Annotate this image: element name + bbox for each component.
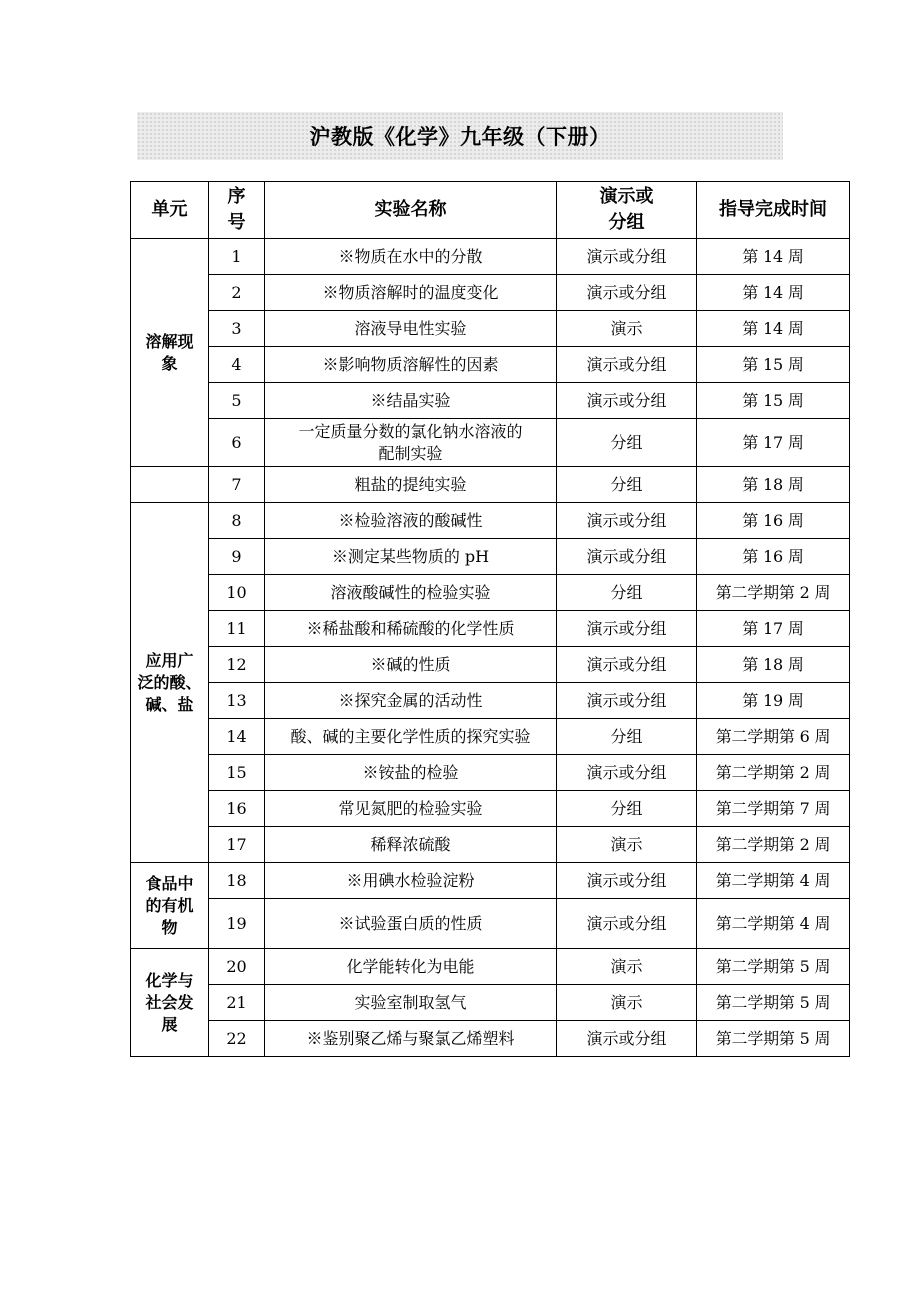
table-row — [131, 899, 850, 949]
time-cell: 第 14 周 — [697, 275, 850, 311]
time-cell: 第二学期第 2 周 — [697, 755, 850, 791]
time-cell: 第二学期第 6 周 — [697, 719, 850, 755]
experiment-name-cell: ※鉴别聚乙烯与聚氯乙烯塑料 — [265, 1021, 557, 1057]
table-row — [131, 539, 850, 575]
time-cell: 第 19 周 — [697, 683, 850, 719]
table-row — [131, 791, 850, 827]
experiment-name-cell: ※稀盐酸和稀硫酸的化学性质 — [265, 611, 557, 647]
time-cell: 第 17 周 — [697, 419, 850, 467]
type-cell: 演示或分组 — [557, 611, 697, 647]
time-cell: 第 15 周 — [697, 383, 850, 419]
seq-cell: 6 — [209, 419, 265, 467]
type-cell: 分组 — [557, 719, 697, 755]
seq-cell: 18 — [209, 863, 265, 899]
time-cell: 第 16 周 — [697, 503, 850, 539]
experiment-name-cell: ※用碘水检验淀粉 — [265, 863, 557, 899]
time-cell: 第 15 周 — [697, 347, 850, 383]
table-row — [131, 239, 850, 275]
type-cell: 演示或分组 — [557, 239, 697, 275]
experiment-name-cell: 溶液酸碱性的检验实验 — [265, 575, 557, 611]
seq-cell: 11 — [209, 611, 265, 647]
seq-cell: 21 — [209, 985, 265, 1021]
title-banner — [137, 112, 783, 160]
unit-label-line: 的有机 — [145, 895, 194, 915]
experiment-name-cell: ※试验蛋白质的性质 — [265, 899, 557, 949]
time-cell: 第二学期第 4 周 — [697, 899, 850, 949]
type-cell: 分组 — [557, 575, 697, 611]
seq-cell: 9 — [209, 539, 265, 575]
seq-cell: 14 — [209, 719, 265, 755]
time-cell: 第 18 周 — [697, 647, 850, 683]
unit-label-line: 泛的酸、 — [137, 672, 202, 692]
type-cell: 演示或分组 — [557, 383, 697, 419]
table-row — [131, 683, 850, 719]
type-cell: 演示 — [557, 827, 697, 863]
unit-label-line: 食品中 — [145, 873, 194, 893]
type-cell: 分组 — [557, 791, 697, 827]
experiment-name-cell: 常见氮肥的检验实验 — [265, 791, 557, 827]
table-row — [131, 647, 850, 683]
experiment-name-cell: ※测定某些物质的 pH — [265, 539, 557, 575]
table-row — [131, 275, 850, 311]
time-cell: 第二学期第 2 周 — [697, 575, 850, 611]
unit-label-line: 社会发 — [145, 992, 194, 1012]
type-cell: 演示或分组 — [557, 275, 697, 311]
experiment-name-cell: ※结晶实验 — [265, 383, 557, 419]
header-type — [557, 182, 697, 239]
time-cell: 第 16 周 — [697, 539, 850, 575]
type-cell: 分组 — [557, 467, 697, 503]
seq-cell: 3 — [209, 311, 265, 347]
table-row — [131, 347, 850, 383]
table-row — [131, 311, 850, 347]
seq-cell: 13 — [209, 683, 265, 719]
table-row — [131, 575, 850, 611]
type-cell: 分组 — [557, 419, 697, 467]
table-row — [131, 827, 850, 863]
seq-cell: 22 — [209, 1021, 265, 1057]
unit-label-line: 物 — [161, 917, 178, 937]
seq-cell: 5 — [209, 383, 265, 419]
table-row — [131, 863, 850, 899]
experiment-name-cell: 化学能转化为电能 — [265, 949, 557, 985]
seq-cell: 8 — [209, 503, 265, 539]
experiment-name-cell: ※影响物质溶解性的因素 — [265, 347, 557, 383]
experiment-name-cell: ※检验溶液的酸碱性 — [265, 503, 557, 539]
experiment-name-cell: ※探究金属的活动性 — [265, 683, 557, 719]
unit-label-line: 展 — [161, 1014, 178, 1034]
experiment-name-cell: ※铵盐的检验 — [265, 755, 557, 791]
seq-cell: 15 — [209, 755, 265, 791]
type-cell: 演示或分组 — [557, 755, 697, 791]
table-row — [131, 949, 850, 985]
experiment-name-cell: ※碱的性质 — [265, 647, 557, 683]
header-seq — [209, 182, 265, 239]
header-name: 实验名称 — [265, 182, 557, 239]
header-type-line1: 演示或 — [599, 186, 654, 207]
experiment-name-cell — [265, 419, 557, 467]
header-type-line2: 分组 — [608, 212, 645, 233]
experiment-name-cell: 稀释浓硫酸 — [265, 827, 557, 863]
seq-cell: 4 — [209, 347, 265, 383]
time-cell: 第二学期第 2 周 — [697, 827, 850, 863]
unit-label-line: 化学与 — [145, 970, 194, 990]
experiment-name-cell: 酸、碱的主要化学性质的探究实验 — [265, 719, 557, 755]
unit-cell-dissolution — [131, 239, 209, 467]
seq-cell: 17 — [209, 827, 265, 863]
type-cell: 演示 — [557, 311, 697, 347]
header-time: 指导完成时间 — [697, 182, 850, 239]
unit-cell-acids-bases-salts — [131, 503, 209, 863]
type-cell: 演示或分组 — [557, 647, 697, 683]
table-row — [131, 719, 850, 755]
table-row — [131, 383, 850, 419]
time-cell: 第二学期第 7 周 — [697, 791, 850, 827]
table-row — [131, 419, 850, 467]
type-cell: 演示 — [557, 985, 697, 1021]
type-cell: 演示或分组 — [557, 539, 697, 575]
unit-label-line: 碱、盐 — [145, 694, 194, 714]
seq-cell: 10 — [209, 575, 265, 611]
unit-label-line: 象 — [161, 353, 178, 373]
type-cell: 演示或分组 — [557, 1021, 697, 1057]
time-cell: 第二学期第 5 周 — [697, 1021, 850, 1057]
name-line: 配制实验 — [378, 443, 443, 463]
seq-cell: 16 — [209, 791, 265, 827]
table-row — [131, 985, 850, 1021]
seq-cell: 12 — [209, 647, 265, 683]
experiment-name-cell: 实验室制取氢气 — [265, 985, 557, 1021]
time-cell: 第二学期第 4 周 — [697, 863, 850, 899]
table-row — [131, 503, 850, 539]
type-cell: 演示或分组 — [557, 503, 697, 539]
type-cell: 演示或分组 — [557, 683, 697, 719]
header-unit: 单元 — [131, 182, 209, 239]
table-row — [131, 755, 850, 791]
seq-cell: 2 — [209, 275, 265, 311]
table-row — [131, 1021, 850, 1057]
time-cell: 第二学期第 5 周 — [697, 949, 850, 985]
seq-cell: 7 — [209, 467, 265, 503]
experiment-table — [130, 181, 850, 1057]
experiment-name-cell: ※物质在水中的分散 — [265, 239, 557, 275]
table-row — [131, 611, 850, 647]
experiment-name-cell: ※物质溶解时的温度变化 — [265, 275, 557, 311]
type-cell: 演示或分组 — [557, 347, 697, 383]
experiment-name-cell: 粗盐的提纯实验 — [265, 467, 557, 503]
type-cell: 演示 — [557, 949, 697, 985]
unit-cell-empty — [131, 467, 209, 503]
time-cell: 第 14 周 — [697, 239, 850, 275]
seq-cell: 20 — [209, 949, 265, 985]
time-cell: 第二学期第 5 周 — [697, 985, 850, 1021]
name-line: 一定质量分数的氯化钠水溶液的 — [298, 421, 523, 441]
type-cell: 演示或分组 — [557, 899, 697, 949]
header-seq-line1: 序 — [227, 186, 246, 207]
document-title: 沪教版《化学》九年级（下册） — [309, 125, 611, 149]
header-row — [131, 182, 850, 239]
unit-label-line: 应用广 — [145, 650, 194, 670]
time-cell: 第 18 周 — [697, 467, 850, 503]
experiment-name-cell: 溶液导电性实验 — [265, 311, 557, 347]
type-cell: 演示或分组 — [557, 863, 697, 899]
seq-cell: 19 — [209, 899, 265, 949]
table-row — [131, 467, 850, 503]
time-cell: 第 14 周 — [697, 311, 850, 347]
seq-cell: 1 — [209, 239, 265, 275]
time-cell: 第 17 周 — [697, 611, 850, 647]
header-seq-line2: 号 — [227, 212, 246, 233]
unit-label-line: 溶解现 — [145, 331, 194, 351]
unit-cell-chemistry-society — [131, 949, 209, 1057]
unit-cell-organics-in-food — [131, 863, 209, 949]
